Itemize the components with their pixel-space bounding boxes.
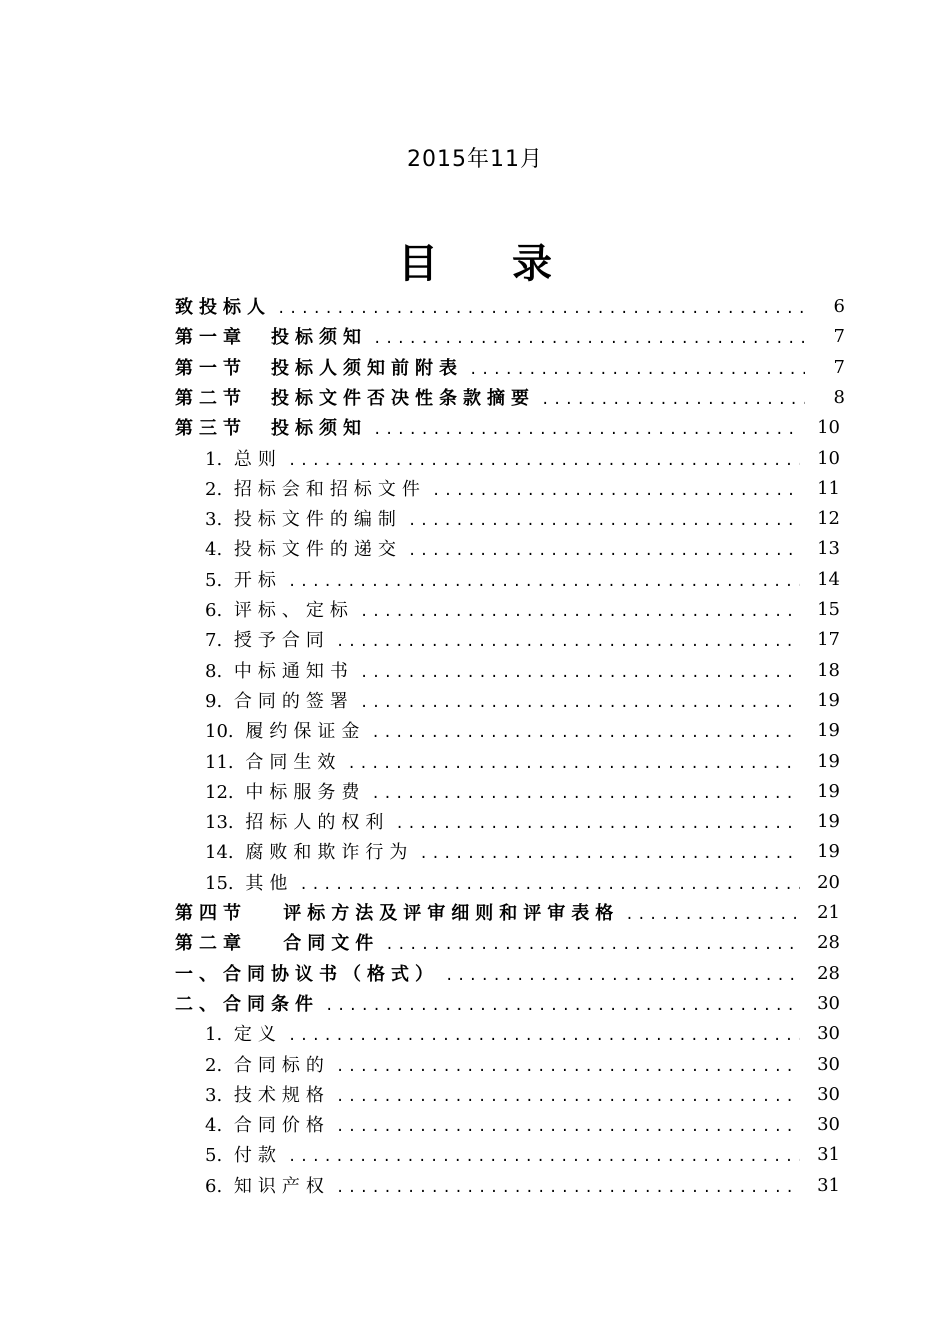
toc-entry-text: 招标会和招标文件 [233, 479, 426, 500]
toc-entry-label [205, 838, 413, 864]
toc-entry-label [205, 748, 341, 774]
toc-dot-leader [299, 867, 800, 897]
toc-dot-leader [288, 1139, 800, 1169]
toc-entry-label [175, 323, 367, 349]
toc-entry[interactable] [175, 988, 840, 1018]
toc-dot-leader [325, 988, 800, 1018]
toc-entry[interactable] [205, 443, 840, 473]
toc-page-number: 11 [817, 477, 840, 499]
toc-entry-label [205, 1020, 282, 1046]
toc-dot-leader [336, 1170, 800, 1200]
toc-entry[interactable] [205, 473, 840, 503]
toc-entry-number: 10. [205, 721, 234, 742]
toc-entry-label [175, 354, 463, 380]
toc-entry[interactable] [205, 1170, 840, 1200]
toc-page-number: 19 [817, 750, 840, 772]
toc-entry-label [205, 808, 389, 834]
toc-page-number: 19 [817, 840, 840, 862]
toc-entry-label [205, 1051, 330, 1077]
toc-entry-label [175, 293, 271, 319]
toc-page-number: 7 [833, 325, 845, 347]
toc-page-number: 14 [817, 568, 840, 590]
toc-page-number: 31 [817, 1174, 840, 1196]
toc-entry[interactable] [175, 321, 845, 351]
toc-entry[interactable] [205, 1049, 840, 1079]
toc-entry-number: 8. [205, 661, 223, 682]
toc-page-number: 7 [833, 356, 845, 378]
toc-entry[interactable] [205, 1109, 840, 1139]
toc-entry-number: 11. [205, 752, 234, 773]
toc-entry-text: 第四节 评标方法及评审细则和评审表格 [175, 903, 620, 924]
toc-entry-text: 致投标人 [175, 297, 271, 318]
toc-entry[interactable] [205, 594, 840, 624]
toc-page-number: 19 [817, 689, 840, 711]
toc-entry-label [205, 566, 282, 592]
toc-entry-number: 6. [205, 1176, 223, 1197]
toc-entry[interactable] [205, 564, 840, 594]
toc-page-number: 15 [817, 598, 840, 620]
document-date: 2015年11月 [407, 147, 543, 172]
toc-entry[interactable] [175, 291, 845, 321]
toc-dot-leader [360, 594, 800, 624]
toc-entry-number: 1. [205, 1024, 223, 1045]
toc-entry-text: 付款 [233, 1145, 282, 1166]
toc-entry[interactable] [205, 1018, 840, 1048]
toc-entry[interactable] [175, 412, 840, 442]
toc-dot-leader [373, 412, 800, 442]
toc-entry-number: 13. [205, 812, 234, 833]
toc-dot-leader [419, 836, 800, 866]
toc-page-number: 13 [817, 537, 840, 559]
toc-entry-label [205, 1172, 330, 1198]
toc-page-number: 21 [817, 901, 840, 923]
toc-entry-number: 12. [205, 782, 234, 803]
toc-entry[interactable] [175, 897, 840, 927]
toc-dot-leader [360, 685, 800, 715]
toc-dot-leader [371, 776, 800, 806]
toc-entry-label [175, 929, 379, 955]
toc-page-number: 18 [817, 659, 840, 681]
toc-entry-number: 3. [205, 509, 223, 530]
toc-page-number: 10 [817, 416, 840, 438]
toc-entry-number: 9. [205, 691, 223, 712]
toc-entry-number: 2. [205, 479, 223, 500]
toc-entry[interactable] [205, 715, 840, 745]
toc-entry-number: 15. [205, 873, 234, 894]
toc-entry-label [205, 445, 282, 471]
toc-entry-label [175, 960, 439, 986]
toc-dot-leader [373, 321, 805, 351]
toc-page-number: 31 [817, 1143, 840, 1165]
toc-entry-number: 5. [205, 570, 223, 591]
toc-entry-number: 4. [205, 539, 223, 560]
toc-entry[interactable] [205, 836, 840, 866]
toc-entry-text: 评标、定标 [233, 600, 354, 621]
toc-page-number: 30 [817, 1022, 840, 1044]
toc-title: 目 录 [398, 240, 582, 287]
toc-dot-leader [288, 1018, 800, 1048]
toc-dot-leader [395, 806, 800, 836]
toc-dot-leader [445, 958, 800, 988]
toc-entry-label [205, 869, 293, 895]
toc-page-number: 6 [833, 295, 845, 317]
toc-dot-leader [371, 715, 800, 745]
toc-entry-number: 1. [205, 449, 223, 470]
toc-entry-label [205, 1111, 330, 1137]
toc-entry-text: 第一节 投标人须知前附表 [175, 358, 463, 379]
toc-entry-text: 技术规格 [233, 1085, 330, 1106]
toc-entry-label [205, 1141, 282, 1167]
toc-entry-number: 3. [205, 1085, 223, 1106]
toc-dot-leader [347, 746, 800, 776]
toc-entry-text: 二、合同条件 [175, 994, 319, 1015]
toc-entry-text: 知识产权 [233, 1176, 330, 1197]
toc-dot-leader [360, 655, 800, 685]
toc-dot-leader [408, 503, 800, 533]
toc-entry-text: 第三节 投标须知 [175, 418, 367, 439]
toc-entry-label [205, 778, 365, 804]
toc-entry[interactable] [205, 776, 840, 806]
toc-entry-text: 投标文件的编制 [233, 509, 402, 530]
toc-entry[interactable] [205, 655, 840, 685]
toc-entry-text: 定义 [233, 1024, 282, 1045]
toc-entry-text: 投标文件的递交 [233, 539, 402, 560]
toc-dot-leader [385, 927, 800, 957]
toc-entry-text: 中标通知书 [233, 661, 354, 682]
toc-entry-text: 合同生效 [245, 752, 342, 773]
toc-entry-text: 第二节 投标文件否决性条款摘要 [175, 388, 535, 409]
toc-entry-text: 其他 [245, 873, 294, 894]
toc-entry[interactable] [205, 1079, 840, 1109]
toc-page-number: 30 [817, 1053, 840, 1075]
toc-entry[interactable] [205, 867, 840, 897]
toc-dot-leader [336, 624, 800, 654]
toc-entry-text: 第二章 合同文件 [175, 933, 380, 954]
toc-entry-text: 总则 [233, 449, 282, 470]
toc-page-number: 17 [817, 628, 840, 650]
toc-page-number: 10 [817, 447, 840, 469]
toc-entry-number: 5. [205, 1145, 223, 1166]
toc-entry-label [205, 596, 354, 622]
toc-entry-text: 授予合同 [233, 630, 330, 651]
toc-page-number: 30 [817, 1113, 840, 1135]
toc-dot-leader [625, 897, 800, 927]
toc-page-number: 30 [817, 992, 840, 1014]
toc-page-number: 20 [817, 871, 840, 893]
toc-page-number: 19 [817, 780, 840, 802]
toc-entry-text: 第一章 投标须知 [175, 327, 367, 348]
toc-entry-number: 14. [205, 842, 234, 863]
toc-page-number: 28 [817, 962, 840, 984]
toc-entry-label [205, 535, 402, 561]
toc-entry-number: 4. [205, 1115, 223, 1136]
toc-entry-label [205, 717, 365, 743]
toc-entry-label [205, 505, 402, 531]
toc-entry[interactable] [205, 806, 840, 836]
toc-dot-leader [541, 382, 805, 412]
toc-entry-label [175, 990, 319, 1016]
toc-page-number: 30 [817, 1083, 840, 1105]
toc-dot-leader [336, 1109, 800, 1139]
toc-entry-text: 招标人的权利 [245, 812, 390, 833]
toc-entry-text: 合同标的 [233, 1055, 330, 1076]
toc-entry[interactable] [175, 382, 845, 412]
toc-entry-number: 2. [205, 1055, 223, 1076]
toc-dot-leader [336, 1079, 800, 1109]
toc-entry-label [205, 626, 330, 652]
toc-entry-label [175, 414, 367, 440]
toc-dot-leader [288, 443, 800, 473]
toc-dot-leader [432, 473, 800, 503]
toc-entry[interactable] [205, 685, 840, 715]
toc-dot-leader [288, 564, 800, 594]
toc-entry-text: 合同的签署 [233, 691, 354, 712]
toc-entry-label [175, 384, 535, 410]
toc-entry-text: 履约保证金 [245, 721, 366, 742]
toc-page-number: 19 [817, 719, 840, 741]
toc-page-number: 12 [817, 507, 840, 529]
toc-entry-label [175, 899, 619, 925]
toc-entry-text: 中标服务费 [245, 782, 366, 803]
toc-entry-text: 开标 [233, 570, 282, 591]
toc-entry[interactable] [205, 1139, 840, 1169]
toc-entry-label [205, 657, 354, 683]
toc-page-number: 8 [833, 386, 845, 408]
toc-page-number: 19 [817, 810, 840, 832]
toc-entry-label [205, 687, 354, 713]
toc-entry[interactable] [205, 533, 840, 563]
toc-entry-label [205, 475, 426, 501]
toc-entry-number: 6. [205, 600, 223, 621]
toc-page-number: 28 [817, 931, 840, 953]
toc-entry[interactable] [175, 352, 845, 382]
toc-entry-text: 一、合同协议书（格式） [175, 964, 439, 985]
toc-entry[interactable] [205, 503, 840, 533]
toc-entry[interactable] [205, 624, 840, 654]
toc-entry-number: 7. [205, 630, 223, 651]
toc-entry-label [205, 1081, 330, 1107]
toc-entry-text: 腐败和欺诈行为 [245, 842, 414, 863]
toc-dot-leader [277, 291, 805, 321]
toc-dot-leader [408, 533, 800, 563]
toc-dot-leader [469, 352, 805, 382]
toc-entry[interactable] [175, 927, 840, 957]
toc-dot-leader [336, 1049, 800, 1079]
toc-entry[interactable] [205, 746, 840, 776]
toc-entry-text: 合同价格 [233, 1115, 330, 1136]
toc-entry[interactable] [175, 958, 840, 988]
